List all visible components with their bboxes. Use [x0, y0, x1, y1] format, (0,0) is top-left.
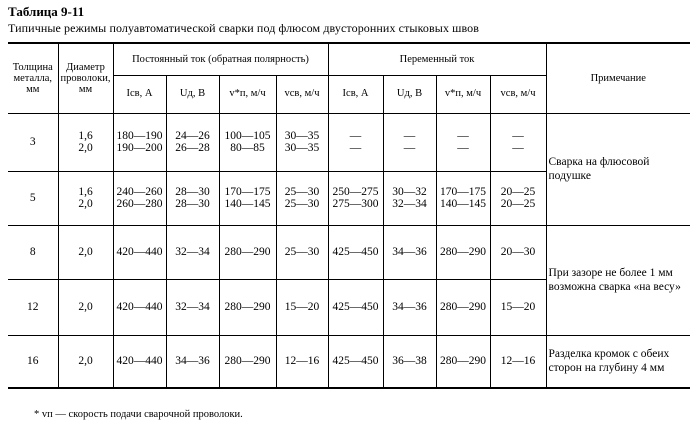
cell-ac-current: 425—450: [328, 279, 383, 335]
cell-thickness: 12: [8, 279, 58, 335]
cell-ac-feed: 280—290: [436, 335, 490, 388]
cell-thickness: 16: [8, 335, 58, 388]
cell-dc-speed: 25—30 25—30: [276, 171, 328, 225]
cell-ac-current: 425—450: [328, 335, 383, 388]
cell-ac-current: 250—275 275—300: [328, 171, 383, 225]
header-row-groups: [8, 43, 690, 75]
cell-dc-current: 420—440: [113, 279, 166, 335]
header-dc-current: Iсв, А: [113, 75, 166, 113]
cell-ac-feed: 280—290: [436, 279, 490, 335]
cell-dc-current: 420—440: [113, 225, 166, 279]
cell-dc-voltage: 28—30 28—30: [166, 171, 219, 225]
cell-ac-speed: — —: [490, 113, 546, 171]
note-flux-cushion: Сварка на флюсовой подушке: [546, 113, 690, 225]
header-ac-feed: v*п, м/ч: [436, 75, 490, 113]
table-subtitle: Типичные режимы полуавтоматической сварки под флюсом двусторонних стыковых швов: [8, 21, 480, 35]
cell-dc-current: 240—260 260—280: [113, 171, 166, 225]
cell-ac-current: 425—450: [328, 225, 383, 279]
table-footnote: * vп — скорость подачи сварочной проволоки.: [34, 409, 243, 420]
table-row: [8, 113, 690, 171]
cell-ac-feed: 280—290: [436, 225, 490, 279]
cell-ac-feed: — —: [436, 113, 490, 171]
cell-diameter: 2,0: [58, 225, 113, 279]
header-dc-group: Постоянный ток (обратная полярность): [113, 43, 328, 75]
cell-ac-feed: 170—175 140—145: [436, 171, 490, 225]
cell-dc-voltage: 34—36: [166, 335, 219, 388]
cell-thickness: 8: [8, 225, 58, 279]
cell-ac-speed: 20—30: [490, 225, 546, 279]
cell-dc-feed: 100—105 80—85: [219, 113, 276, 171]
header-dc-voltage: Uд, В: [166, 75, 219, 113]
cell-dc-voltage: 32—34: [166, 225, 219, 279]
table-row: [8, 335, 690, 388]
cell-dc-speed: 30—35 30—35: [276, 113, 328, 171]
header-thickness: Толщина металла, мм: [8, 43, 58, 113]
cell-thickness: 3: [8, 113, 58, 171]
cell-diameter: 1,6 2,0: [58, 113, 113, 171]
cell-thickness: 5: [8, 171, 58, 225]
cell-ac-voltage: 36—38: [383, 335, 436, 388]
welding-modes-table: [8, 42, 690, 389]
cell-ac-current: — —: [328, 113, 383, 171]
header-ac-speed: vсв, м/ч: [490, 75, 546, 113]
header-ac-current: Iсв, А: [328, 75, 383, 113]
cell-dc-feed: 170—175 140—145: [219, 171, 276, 225]
cell-ac-speed: 12—16: [490, 335, 546, 388]
cell-dc-feed: 280—290: [219, 225, 276, 279]
cell-ac-voltage: 30—32 32—34: [383, 171, 436, 225]
header-dc-speed: vсв, м/ч: [276, 75, 328, 113]
header-note: Примечание: [546, 43, 690, 113]
cell-ac-voltage: 34—36: [383, 225, 436, 279]
cell-ac-speed: 20—25 20—25: [490, 171, 546, 225]
cell-ac-voltage: 34—36: [383, 279, 436, 335]
header-ac-group: Переменный ток: [328, 43, 546, 75]
note-edge-preparation: Разделка кромок с обеих сторон на глубину 4 мм: [546, 335, 690, 388]
cell-dc-voltage: 24—26 26—28: [166, 113, 219, 171]
cell-dc-feed: 280—290: [219, 335, 276, 388]
cell-diameter: 2,0: [58, 279, 113, 335]
table-row: [8, 225, 690, 279]
cell-dc-speed: 25—30: [276, 225, 328, 279]
table-caption: Таблица 9-11: [8, 4, 85, 19]
cell-diameter: 2,0: [58, 335, 113, 388]
cell-dc-current: 180—190 190—200: [113, 113, 166, 171]
header-ac-voltage: Uд, В: [383, 75, 436, 113]
cell-dc-feed: 280—290: [219, 279, 276, 335]
cell-dc-speed: 15—20: [276, 279, 328, 335]
cell-ac-voltage: — —: [383, 113, 436, 171]
header-dc-feed: v*п, м/ч: [219, 75, 276, 113]
cell-diameter: 1,6 2,0: [58, 171, 113, 225]
cell-dc-speed: 12—16: [276, 335, 328, 388]
cell-dc-voltage: 32—34: [166, 279, 219, 335]
note-gap-hanging: При зазоре не более 1 мм возможна сварка «на весу»: [546, 225, 690, 335]
cell-ac-speed: 15—20: [490, 279, 546, 335]
cell-dc-current: 420—440: [113, 335, 166, 388]
header-diameter: Диаметр проволоки, мм: [58, 43, 113, 113]
